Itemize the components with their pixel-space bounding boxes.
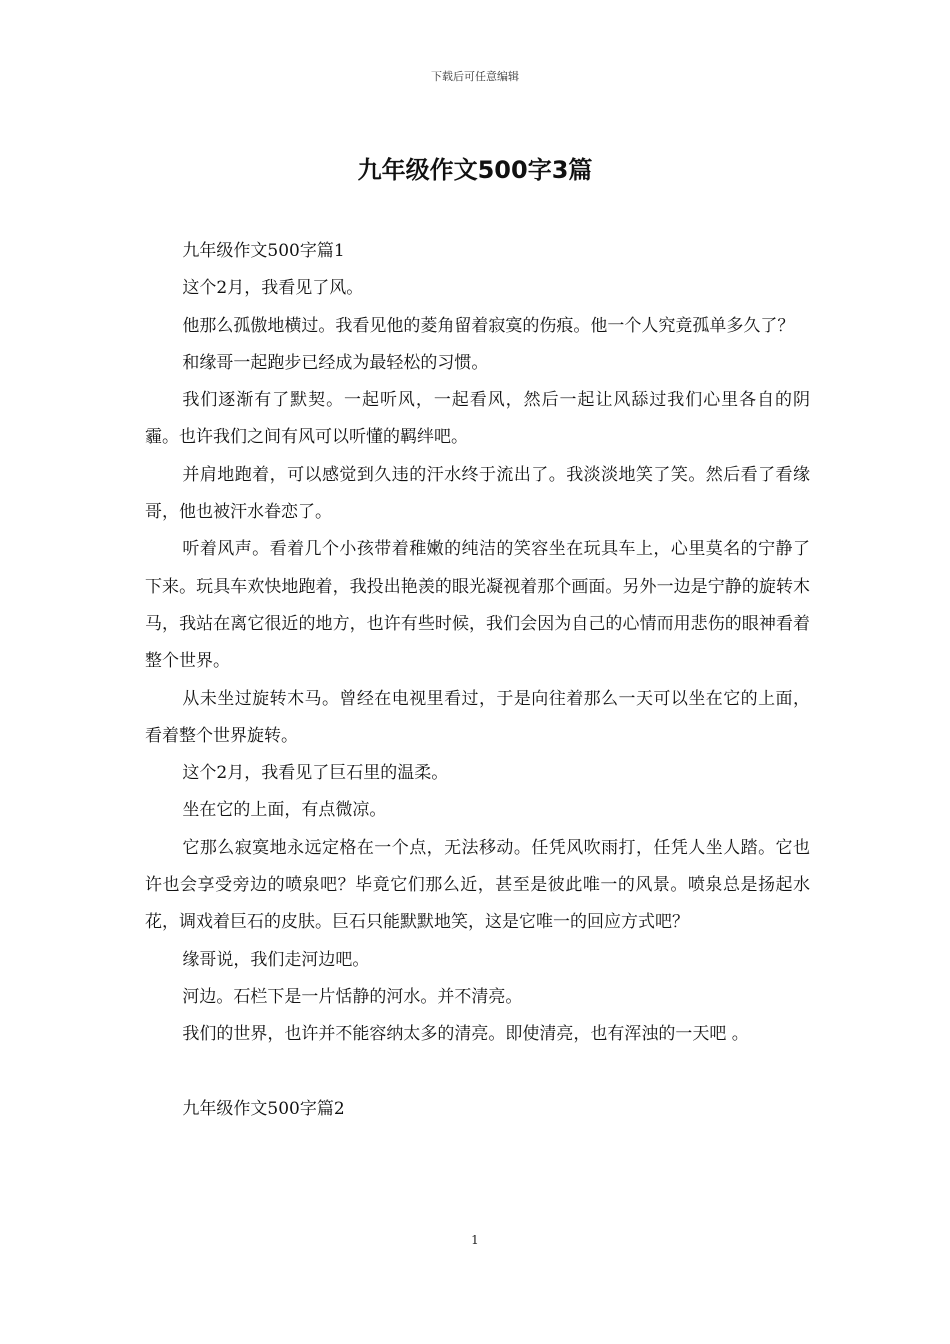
header-note: 下载后可任意编辑 (431, 70, 519, 83)
document-title: 九年级作文500字3篇 (357, 156, 593, 184)
section-1-paragraph: 从未坐过旋转木马。曾经在电视里看过，于是向往着那么一天可以坐在它的上面，看着整个世界旋转。 (145, 688, 810, 746)
section-1-paragraph: 河边。石栏下是一片恬静的河水。并不清亮。 (182, 986, 523, 1007)
section-2-heading: 九年级作文500字篇2 (182, 1098, 345, 1119)
section-1-paragraph: 听着风声。看着几个小孩带着稚嫩的纯洁的笑容坐在玩具车上，心里莫名的宁静了下来。玩具车欢快地跑着，我投出艳羡的眼光凝视着那个画面。另外一边是宁静的旋转木马，我站在离它很近的地方，也许有些时候，我们会因为自己的心情而用悲伤的眼神看着整个世界。 (145, 539, 810, 672)
section-1-paragraph: 我们逐渐有了默契。一起听风，一起看风，然后一起让风舔过我们心里各自的阴霾。也许我们之间有风可以听懂的羁绊吧。 (145, 390, 810, 448)
page-number: 1 (471, 1233, 479, 1247)
section-1-paragraph: 和缘哥一起跑步已经成为最轻松的习惯。 (182, 352, 489, 373)
section-1-paragraph: 它那么寂寞地永远定格在一个点，无法移动。任凭风吹雨打，任凭人坐人踏。它也许也会享受旁边的喷泉吧？毕竟它们那么近，甚至是彼此唯一的风景。喷泉总是扬起水花，调戏着巨石的皮肤。巨石只能默默地笑，这是它唯一的回应方式吧？ (145, 837, 810, 933)
section-1-paragraph: 这个2月，我看见了风。 (182, 278, 364, 299)
document-body (145, 233, 810, 1128)
section-spacer (145, 1054, 810, 1091)
section-1-paragraph: 这个2月，我看见了巨石里的温柔。 (182, 763, 449, 784)
section-1-paragraph: 坐在它的上面，有点微凉。 (182, 800, 387, 821)
section-1-heading: 九年级作文500字篇1 (182, 241, 345, 261)
section-1-paragraph: 并肩地跑着，可以感觉到久违的汗水终于流出了。我淡淡地笑了笑。然后看了看缘哥，他也被汗水眷恋了。 (145, 464, 810, 523)
section-1-paragraph: 我们的世界，也许并不能容纳太多的清亮。即使清亮，也有浑浊的一天吧 。 (182, 1024, 749, 1045)
section-1-paragraph: 他那么孤傲地横过。我看见他的菱角留着寂寞的伤痕。他一个人究竟孤单多久了？ (182, 315, 795, 336)
section-1-paragraph: 缘哥说，我们走河边吧。 (182, 949, 370, 970)
